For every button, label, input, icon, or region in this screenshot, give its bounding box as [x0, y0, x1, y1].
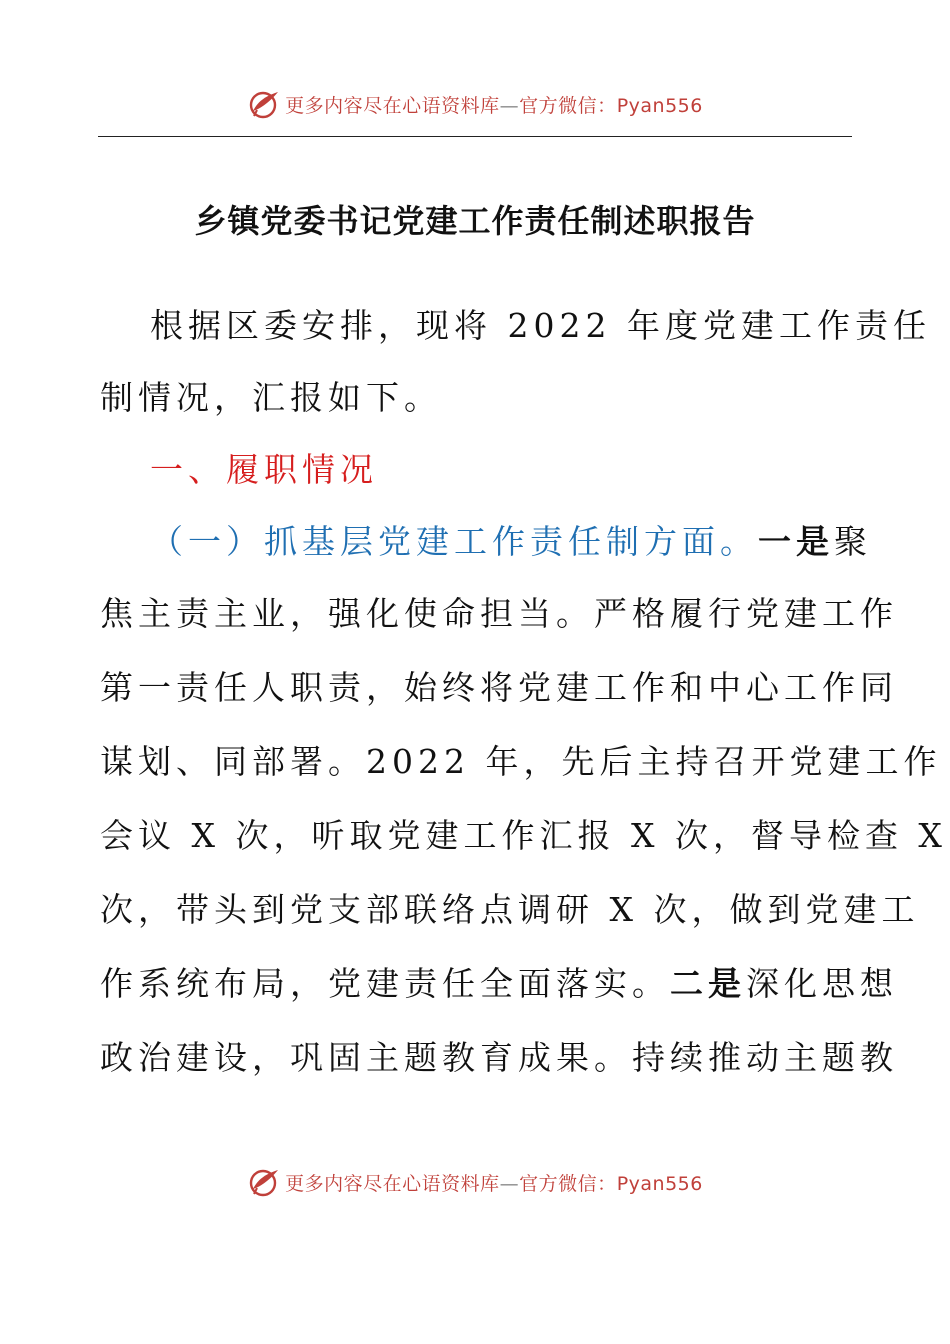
banner-text: 更多内容尽在心语资料库—官方微信：Pyan556: [285, 94, 703, 117]
document-title: 乡镇党委书记党建工作责任制述职报告: [194, 202, 756, 240]
header-rule: [98, 136, 852, 137]
body-line: 焦主责主业，强化使命担当。严格履行党建工作: [100, 594, 898, 633]
body-line: 第一责任人职责，始终将党建工作和中心工作同: [100, 668, 898, 707]
pen-circle-logo-icon: [247, 87, 281, 121]
pen-circle-logo-icon: [247, 1165, 281, 1199]
section-heading: 一、履职情况: [150, 450, 378, 489]
body-line-point-2: 作系统布局，党建责任全面落实。二是深化思想: [100, 964, 898, 1003]
banner-text: 更多内容尽在心语资料库—官方微信：Pyan556: [285, 1172, 703, 1195]
intro-line-1: 根据区委安排，现将 2022 年度党建工作责任: [150, 306, 931, 345]
body-line: 次，带头到党支部联络点调研 X 次，做到党建工: [100, 890, 920, 929]
subsection-heading: （一）抓基层党建工作责任制方面。: [150, 522, 758, 561]
header-banner: [0, 84, 950, 124]
intro-line-2: 制情况，汇报如下。: [100, 378, 442, 417]
body-line: 谋划、同部署。2022 年，先后主持召开党建工作: [100, 742, 942, 781]
body-line: 政治建设，巩固主题教育成果。持续推动主题教: [100, 1038, 898, 1077]
point-1-tail: 聚: [834, 522, 872, 561]
wechat-handle: Pyan556: [616, 94, 703, 117]
footer-banner: [0, 1162, 950, 1202]
subsection-line: [150, 516, 872, 563]
point-1-label: 一是: [758, 522, 834, 561]
body-line: 会议 X 次，听取党建工作汇报 X 次，督导检查 X: [100, 816, 947, 855]
wechat-handle: Pyan556: [616, 1172, 703, 1195]
point-2-label: 二是: [670, 964, 746, 1003]
